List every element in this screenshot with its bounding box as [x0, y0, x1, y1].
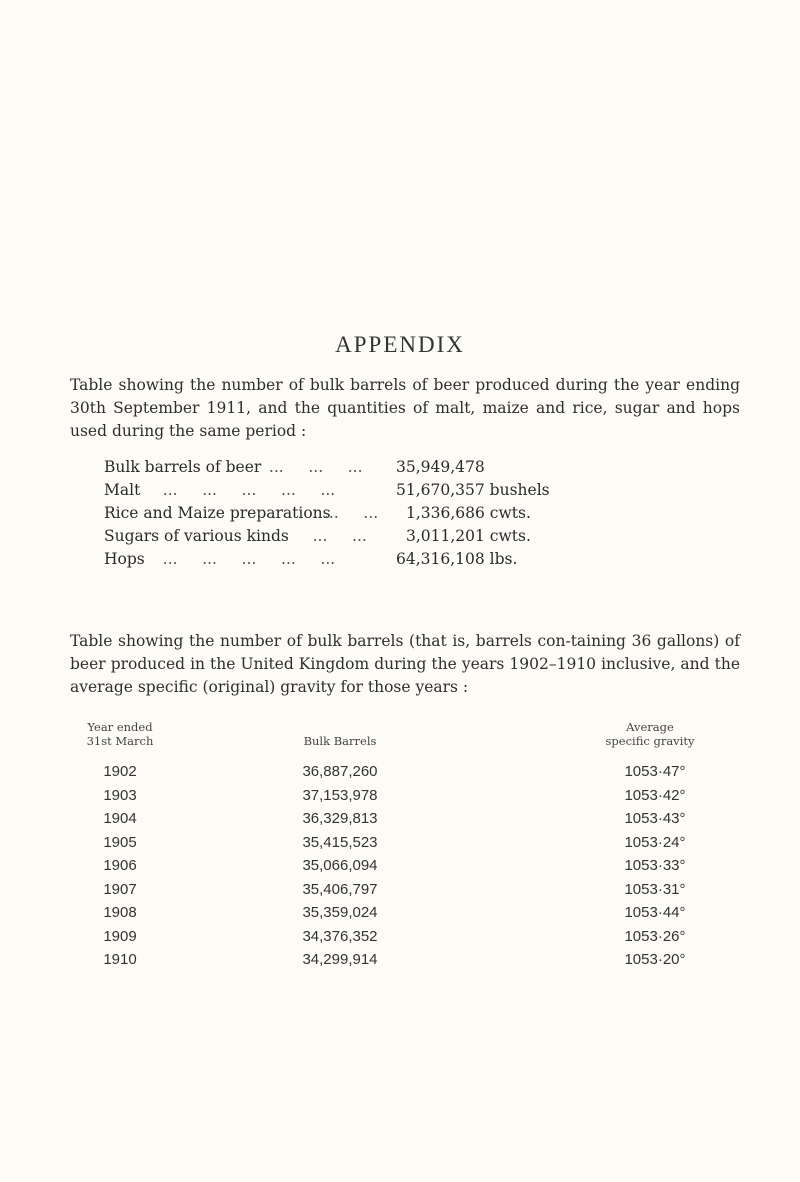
table-row — [60, 854, 760, 878]
quantity-label: Sugars of various kinds — [104, 527, 289, 545]
year-cell: 1906 — [103, 857, 137, 874]
year-cell: 1909 — [103, 927, 137, 945]
gravity-cell: 1053·31° — [624, 880, 686, 898]
gravity-cell: 1053·47° — [624, 763, 686, 780]
quantity-row — [104, 479, 744, 502]
table-row — [60, 948, 760, 972]
gravity-cell: 1053·42° — [624, 786, 686, 804]
gravity-column-header — [580, 720, 720, 748]
quantity-value: 64,316,108 lbs. — [396, 550, 518, 568]
bulk-cell: 35,066,094 — [302, 857, 378, 874]
year-cell: 1907 — [103, 880, 137, 898]
page-title: APPENDIX — [335, 332, 465, 357]
year-column-header — [60, 720, 180, 748]
header-line: specific gravity — [605, 734, 695, 748]
intro-paragraph-2: Table showing the number of bulk barrels (that is, barrels con-taining 36 gallons) of beer produced in the United Kingdom during the years 1902–1910 inclusive, and the average specific (original) gravity for those years : — [70, 632, 740, 696]
leader-dots: ... ... — [288, 527, 367, 545]
gravity-cell: 1053·44° — [624, 904, 686, 921]
leader-dots: ... ... — [324, 504, 379, 522]
quantity-value: 35,949,478 — [396, 458, 485, 476]
gravity-cell: 1053·24° — [624, 833, 686, 851]
quantity-value: 1,336,686 cwts. — [406, 504, 531, 522]
table-row — [60, 760, 760, 784]
header-line: Average — [626, 720, 674, 734]
year-cell: 1904 — [103, 810, 137, 827]
header-line: Year ended — [87, 720, 153, 734]
gravity-cell: 1053·43° — [624, 810, 686, 827]
quantity-label: Bulk barrels of beer — [104, 458, 262, 476]
quantity-label: Rice and Maize preparations — [104, 504, 331, 522]
table-row — [60, 831, 760, 855]
bulk-column-header: Bulk Barrels — [303, 734, 377, 748]
table-row — [60, 807, 760, 831]
quantity-label: Malt — [104, 481, 141, 499]
quantity-row — [104, 548, 744, 571]
quantity-label: Hops — [104, 550, 145, 568]
bulk-cell: 36,887,260 — [302, 763, 378, 780]
table-row — [60, 878, 760, 902]
quantity-value: 3,011,201 cwts. — [406, 527, 531, 545]
header-line: 31st March — [86, 734, 154, 748]
table-header — [60, 720, 760, 760]
bulk-cell: 37,153,978 — [302, 786, 378, 804]
table-row — [60, 784, 760, 808]
production-table — [60, 720, 760, 972]
year-cell: 1910 — [103, 951, 137, 968]
leader-dots: ... ... ... ... ... — [148, 550, 336, 568]
table-row — [60, 901, 760, 925]
leader-dots: ... ... ... ... ... — [148, 481, 336, 499]
bulk-cell: 35,415,523 — [302, 833, 378, 851]
intro-paragraph-1: Table showing the number of bulk barrels of beer produced during the year ending 30th September 1911, and the quantities of malt, maize and rice, sugar and hops used during the same period : — [70, 376, 740, 440]
quantities-list — [104, 456, 744, 571]
year-cell: 1902 — [103, 763, 137, 780]
quantity-row — [104, 456, 744, 479]
bulk-cell: 35,359,024 — [302, 904, 378, 921]
year-cell: 1905 — [103, 833, 137, 851]
year-cell: 1908 — [103, 904, 137, 921]
gravity-cell: 1053·26° — [624, 927, 686, 945]
bulk-cell: 36,329,813 — [302, 810, 378, 827]
table-row — [60, 925, 760, 949]
gravity-cell: 1053·33° — [624, 857, 686, 874]
bulk-cell: 34,299,914 — [302, 951, 378, 968]
quantity-row — [104, 525, 744, 548]
leader-dots: ... ... ... — [264, 458, 363, 476]
year-cell: 1903 — [103, 786, 137, 804]
quantity-value: 51,670,357 bushels — [396, 481, 550, 499]
bulk-cell: 35,406,797 — [302, 880, 378, 898]
quantity-row — [104, 502, 744, 525]
gravity-cell: 1053·20° — [624, 951, 686, 968]
bulk-cell: 34,376,352 — [302, 927, 378, 945]
